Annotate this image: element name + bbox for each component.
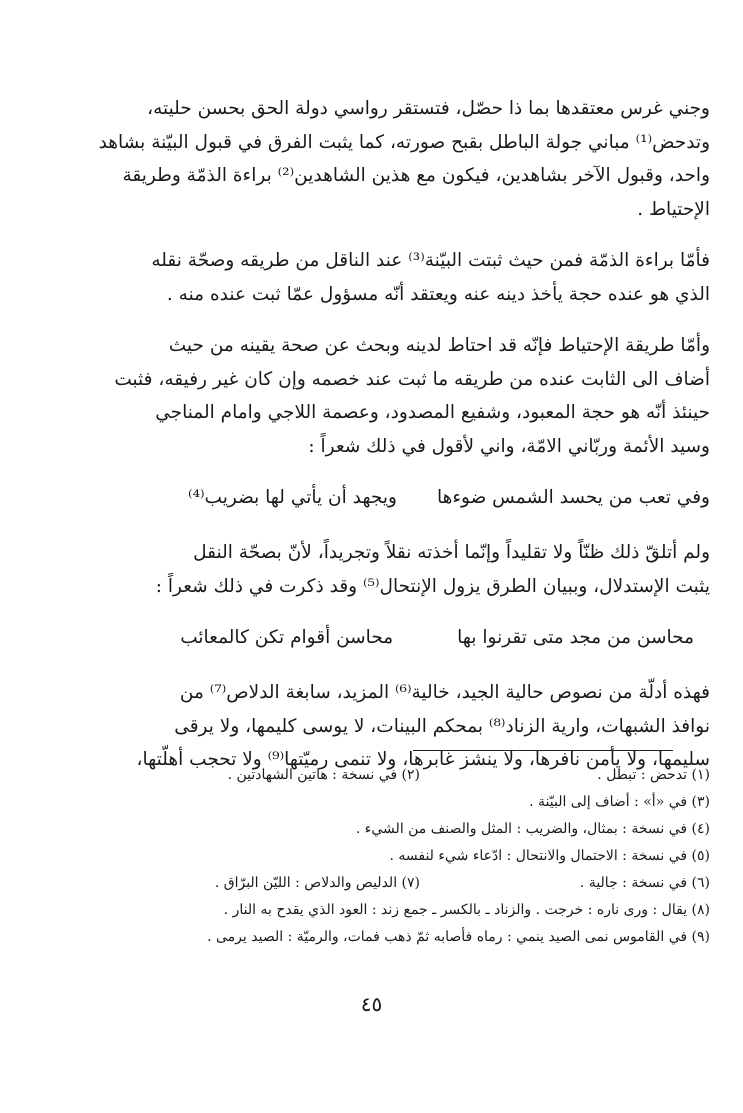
footnote-row: [62, 870, 710, 897]
text-line: وتدحض⁽¹⁾ مباني جولة الباطل بقبح صورته، كما يثبت الفرق في قبول البيّنة بشاهد: [98, 131, 710, 153]
text-line: الإحتياط .: [637, 198, 710, 220]
poem-verse-2: [62, 621, 710, 654]
text-line: واحد، وقبول الآخر بشاهدين، فيكون مع هذين الشاهدين⁽²⁾ براءة الذمّة وطريقة: [122, 165, 710, 186]
footnote-3: (٣) في «أ» : أضاف إلى البيّنة .: [529, 794, 710, 810]
text-line: وجني غرس معتقدها بما ذا حصّل، فتستقر رواسي دولة الحق بحسن حليته،: [147, 98, 710, 119]
poem-verse-1: [62, 481, 710, 514]
footnote-9: (٩) في القاموس نمى الصيد ينمي : رماه فأصابه ثمّ ذهب فمات، والرميّة : الصيد يرمى .: [207, 929, 710, 945]
text-line: وسيد الأئمة وربّاني الامّة، واني لأقول في ذلك شعراً :: [308, 435, 710, 457]
paragraph-4: [62, 536, 710, 603]
text-line: نوافذ الشبهات، وارية الزناد⁽⁸⁾ بمحكم البينات، لا يوسى كليمها، ولا يرقى: [174, 715, 710, 737]
footnote-1: (١) تدحض : تبطل .: [597, 767, 710, 783]
text-line: يثبت الإستدلال، وببيان الطرق يزول الإنتحال⁽⁵⁾ وقد ذكرت في ذلك شعراً :: [155, 575, 710, 597]
footnote-4: (٤) في نسخة : بمثال، والضريب : المثل والصنف من الشيء .: [355, 821, 710, 837]
footnotes-block: [62, 762, 710, 951]
verse-second-hemistich: ويجهد أن يأتي لها بضريب⁽⁴⁾: [188, 487, 397, 508]
footnote-7: (٧) الدليص والدلاص : الليّن البرّاق .: [214, 875, 420, 891]
page-body: [62, 92, 710, 795]
text-line: فهذه أدلّة من نصوص حالية الجيد، خالية⁽⁶⁾ المزيد، سابغة الدلاص⁽⁷⁾ من: [179, 682, 710, 703]
text-line: سليمها، ولا يأمن نافرها، ولا ينشز غابرها، ولا تنمى رميّتها⁽⁹⁾ ولا تحجب أهلّتها،: [136, 749, 710, 770]
footnote-5: (٥) في نسخة : الاحتمال والانتحال : ادّعاء شيء لنفسه .: [389, 848, 710, 864]
text-line: أضاف الى الثابت عنده من طريقه ما ثبت عند خصمه وإن كان غير رفيقه، فثبت: [114, 368, 710, 390]
text-line: فأمّا براءة الذمّة فمن حيث ثبتت البيّنة⁽³⁾ عند الناقل من طريقه وصحّة نقله: [151, 250, 710, 271]
paragraph-2: [62, 244, 710, 311]
footnote-6: (٦) في نسخة : جالية .: [579, 875, 710, 891]
verse-first-hemistich: محاسن من مجد متى تقرنوا بها: [457, 627, 694, 648]
text-line: حينئذ أنّه هو حجة المعبود، وشفيع المصدود، وعصمة اللاجي وامام المناجي: [155, 402, 710, 423]
footnote-8: (٨) يقال : ورى ناره : خرجت . والزناد ـ بالكسر ـ جمع زند : العود الذي يقدح به النار .: [223, 902, 710, 918]
footnote-row: [62, 762, 710, 789]
text-line: وأمّا طريقة الإحتياط فإنّه قد احتاط لدينه وبحث عن صحة يقينه من حيث: [168, 335, 710, 356]
text-line: الذي هو عنده حجة يأخذ دينه عنه ويعتقد أنّه مسؤول عمّا ثبت عنده منه .: [166, 283, 710, 305]
paragraph-3: [62, 329, 710, 463]
text-line: ولم أتلقّ ذلك ظنّاً ولا تقليداً وإنّما أخذته نقلاً وتجريداً، لأنّ بصحّة النقل: [193, 542, 710, 563]
footnote-separator: [413, 750, 673, 751]
verse-first-hemistich: وفي تعب من يحسد الشمس ضوءها: [436, 487, 710, 508]
verse-second-hemistich: محاسن أقوام تكن كالمعائب: [180, 627, 394, 648]
page-number: ٤٥: [360, 992, 383, 1016]
footnote-2: (٢) في نسخة : هاتين الشهادتين .: [227, 767, 420, 783]
paragraph-1: [62, 92, 710, 226]
